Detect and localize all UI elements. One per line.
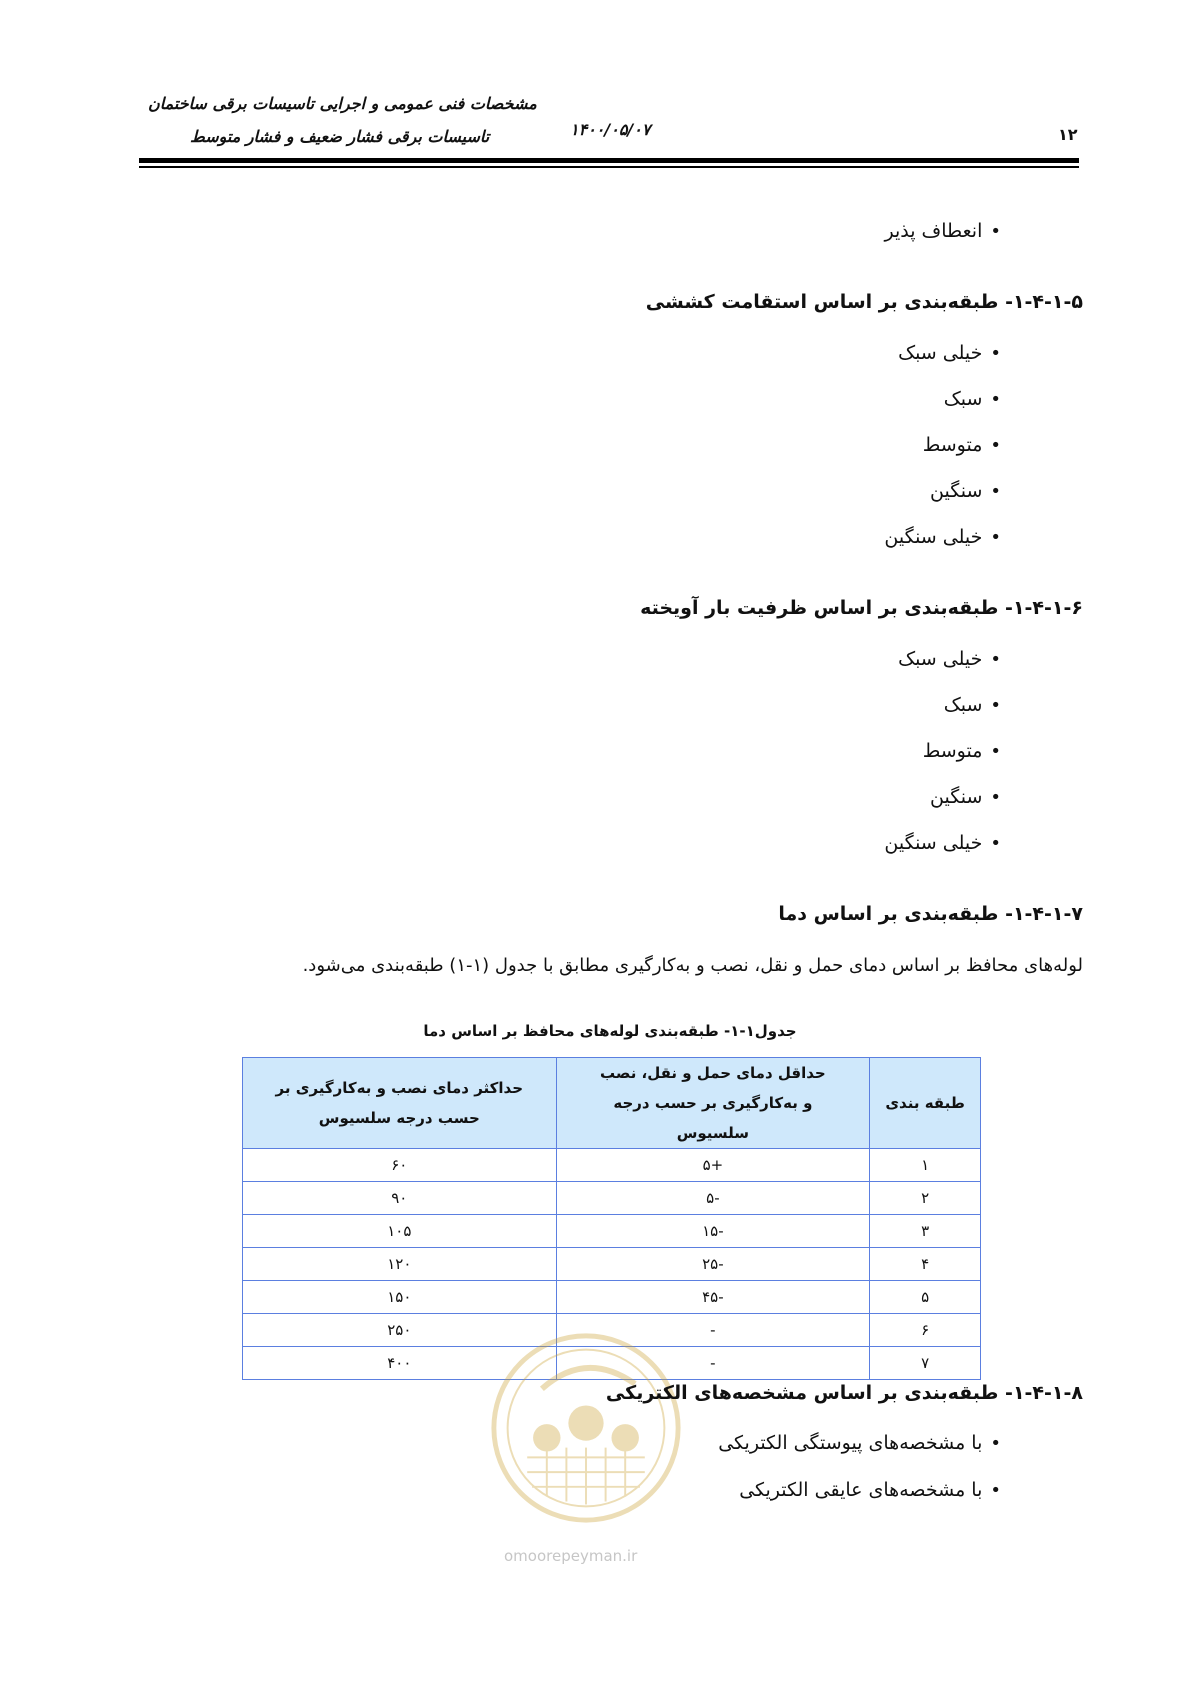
table-row <box>243 1182 981 1215</box>
table-cell: - <box>556 1314 870 1347</box>
table-cell: ۷ <box>870 1347 981 1380</box>
watermark-text: omoorepeyman.ir <box>504 1547 638 1565</box>
header-title-line1: مشخصات فنی عمومی و اجرایی تاسیسات برقی ساختمان <box>148 94 537 113</box>
table-row <box>243 1215 981 1248</box>
table-header-row <box>243 1058 981 1149</box>
list-item: • متوسط <box>923 740 1001 762</box>
list-item: • خیلی سبک <box>898 648 1001 670</box>
table-cell: ۲۵۰ <box>243 1314 557 1347</box>
table-cell: ۴ <box>870 1248 981 1281</box>
table-cell: -۵ <box>556 1182 870 1215</box>
table-cell: ۱۲۰ <box>243 1248 557 1281</box>
table-cell: ۶ <box>870 1314 981 1347</box>
list-item: • با مشخصه‌های عایقی الکتریکی <box>739 1479 1001 1501</box>
list-item: • خیلی سنگین <box>884 832 1001 854</box>
list-item: • متوسط <box>923 434 1001 456</box>
list-item: • سنگین <box>930 786 1001 808</box>
section-heading-8: ۱-۴-۱-۸- طبقه‌بندی بر اساس مشخصه‌های الکتریکی <box>605 1382 1083 1404</box>
table-row <box>243 1281 981 1314</box>
list-item: • خیلی سبک <box>898 342 1001 364</box>
table-cell: - <box>556 1347 870 1380</box>
table-cell: ۱ <box>870 1149 981 1182</box>
table-row <box>243 1149 981 1182</box>
header-rule-thick <box>139 158 1079 163</box>
watermark-logo-icon <box>488 1330 684 1526</box>
table-header-cell: طبقه بندی <box>870 1058 981 1149</box>
list-item: • انعطاف پذیر <box>884 220 1001 242</box>
list-item: • سبک <box>944 694 1001 716</box>
header-rule-thin <box>139 166 1079 168</box>
header-title-line2: تاسیسات برقی فشار ضعیف و فشار متوسط <box>190 127 490 146</box>
table-cell: -۴۵ <box>556 1281 870 1314</box>
table-cell: ۵ <box>870 1281 981 1314</box>
section-paragraph: لوله‌های محافظ بر اساس دمای حمل و نقل، نصب و به‌کارگیری مطابق با جدول (۱-۱) طبقه‌بندی می‌شود. <box>302 955 1083 976</box>
list-item: • سبک <box>944 388 1001 410</box>
table-cell: +۵ <box>556 1149 870 1182</box>
header-date: ۱۴۰۰/۰۵/۰۷ <box>570 120 651 139</box>
table-cell: ۲ <box>870 1182 981 1215</box>
section-heading-6: ۱-۴-۱-۶- طبقه‌بندی بر اساس ظرفیت بار آویخته <box>640 597 1083 619</box>
list-item: • خیلی سنگین <box>884 526 1001 548</box>
table-cell: -۱۵ <box>556 1215 870 1248</box>
section-heading-7: ۱-۴-۱-۷- طبقه‌بندی بر اساس دما <box>778 903 1083 925</box>
table-cell: ۶۰ <box>243 1149 557 1182</box>
list-item: • سنگین <box>930 480 1001 502</box>
table-cell: ۳ <box>870 1215 981 1248</box>
table-row <box>243 1248 981 1281</box>
page-number: ۱۲ <box>1058 125 1078 144</box>
table-cell: -۲۵ <box>556 1248 870 1281</box>
table-header-cell: حداقل دمای حمل و نقل، نصب و به‌کارگیری بر حسب درجه سلسیوس <box>556 1058 870 1149</box>
table-header-cell: حداکثر دمای نصب و به‌کارگیری بر حسب درجه سلسیوس <box>243 1058 557 1149</box>
table-cell: ۱۵۰ <box>243 1281 557 1314</box>
table-cell: ۴۰۰ <box>243 1347 557 1380</box>
table-cell: ۱۰۵ <box>243 1215 557 1248</box>
table-caption: جدول۱-۱- طبقه‌بندی لوله‌های محافظ بر اساس دما <box>423 1022 797 1040</box>
table-cell: ۹۰ <box>243 1182 557 1215</box>
list-item: • با مشخصه‌های پیوستگی الکتریکی <box>718 1432 1001 1454</box>
section-heading-5: ۱-۴-۱-۵- طبقه‌بندی بر اساس استقامت کششی <box>645 291 1083 313</box>
